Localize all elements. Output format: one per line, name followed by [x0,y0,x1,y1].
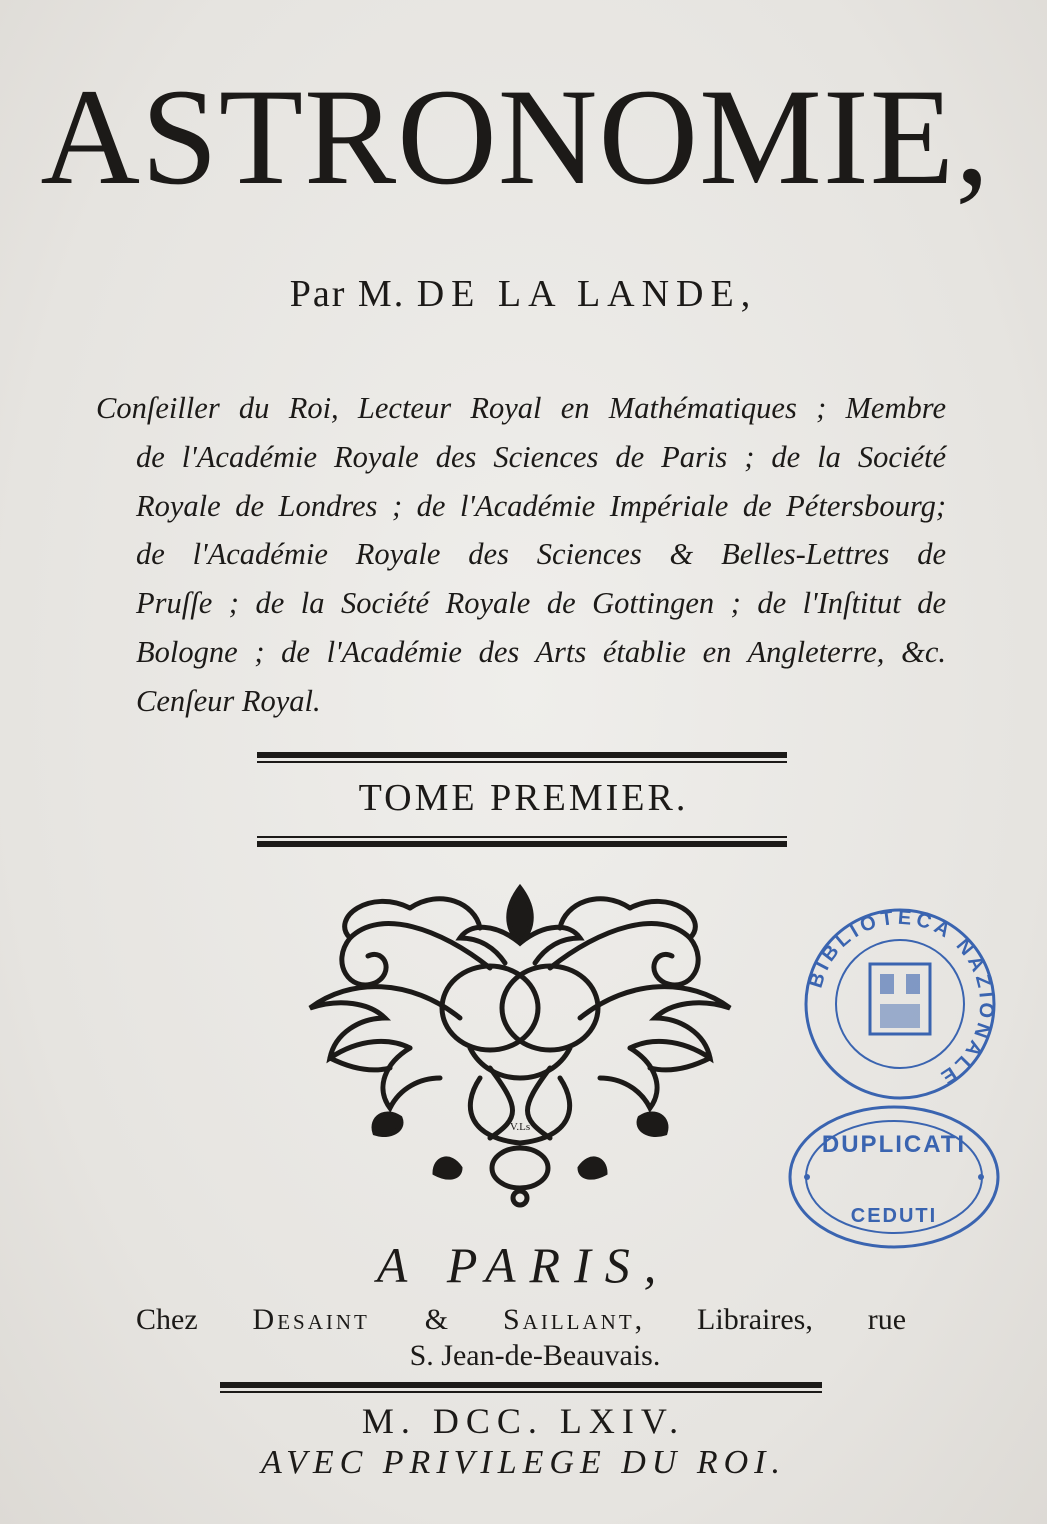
publisher-line: Chez Desaint & Saillant, Libraires, rue [136,1303,907,1336]
qualification-line: Cenſeur Royal. [136,683,321,718]
qualification-line: de l'Académie Royale des Sciences de Paris ; de la Société [136,439,946,474]
author-name: DE LA LANDE, [416,273,758,315]
author-line [0,272,1047,316]
publisher-address: S. Jean-de-Beauvais. [409,1339,661,1372]
qualification-line: de l'Académie Royale des Sciences & Belles-Lettres de [136,537,946,572]
volume-label: TOME PREMIER. [358,777,689,819]
qualification-line: Conſeiller du Roi, Lecteur Royal en Mathématiques ; Membre [96,391,946,425]
royal-privilege: AVEC PRIVILEGE DU ROI. [261,1444,786,1481]
publisher-name-2: Saillant [502,1303,635,1336]
author-prefix: Par M. [289,273,406,315]
qualification-line: Royale de Londres ; de l'Académie Impériale de Pétersbourg; [136,488,946,523]
top-double-rule [257,752,787,763]
svg-text:BIBLIOTECA NAZIONALE [805,907,998,1090]
ornament-monogram: V.Ls [509,1121,531,1133]
duplicate-stamp-bottom: CEDUTI [850,1205,938,1227]
publisher-name-1: Desaint [252,1303,370,1336]
publication-date: M. DCC. LXIV. [361,1401,686,1441]
publisher-block [136,1302,906,1374]
qualification-line: Bologne ; de l'Académie des Arts établie en Angleterre, &c. [136,634,946,669]
book-title: ASTRONOMIE, [40,60,991,213]
duplicate-stamp [785,1102,1003,1252]
library-stamp-text: BIBLIOTECA NAZIONALE [804,906,998,1090]
imprint-place: A PARIS, [376,1237,671,1293]
bottom-double-rule [257,836,787,847]
fleuron-ornament [290,868,750,1208]
author-qualifications [96,384,946,726]
duplicate-stamp-top: DUPLICATI [821,1131,967,1158]
library-stamp [800,904,1000,1104]
qualification-line: Pruſſe ; de la Société Royale de Gottingen ; de l'Inſtitut de [136,586,946,621]
imprint-double-rule [220,1382,822,1393]
